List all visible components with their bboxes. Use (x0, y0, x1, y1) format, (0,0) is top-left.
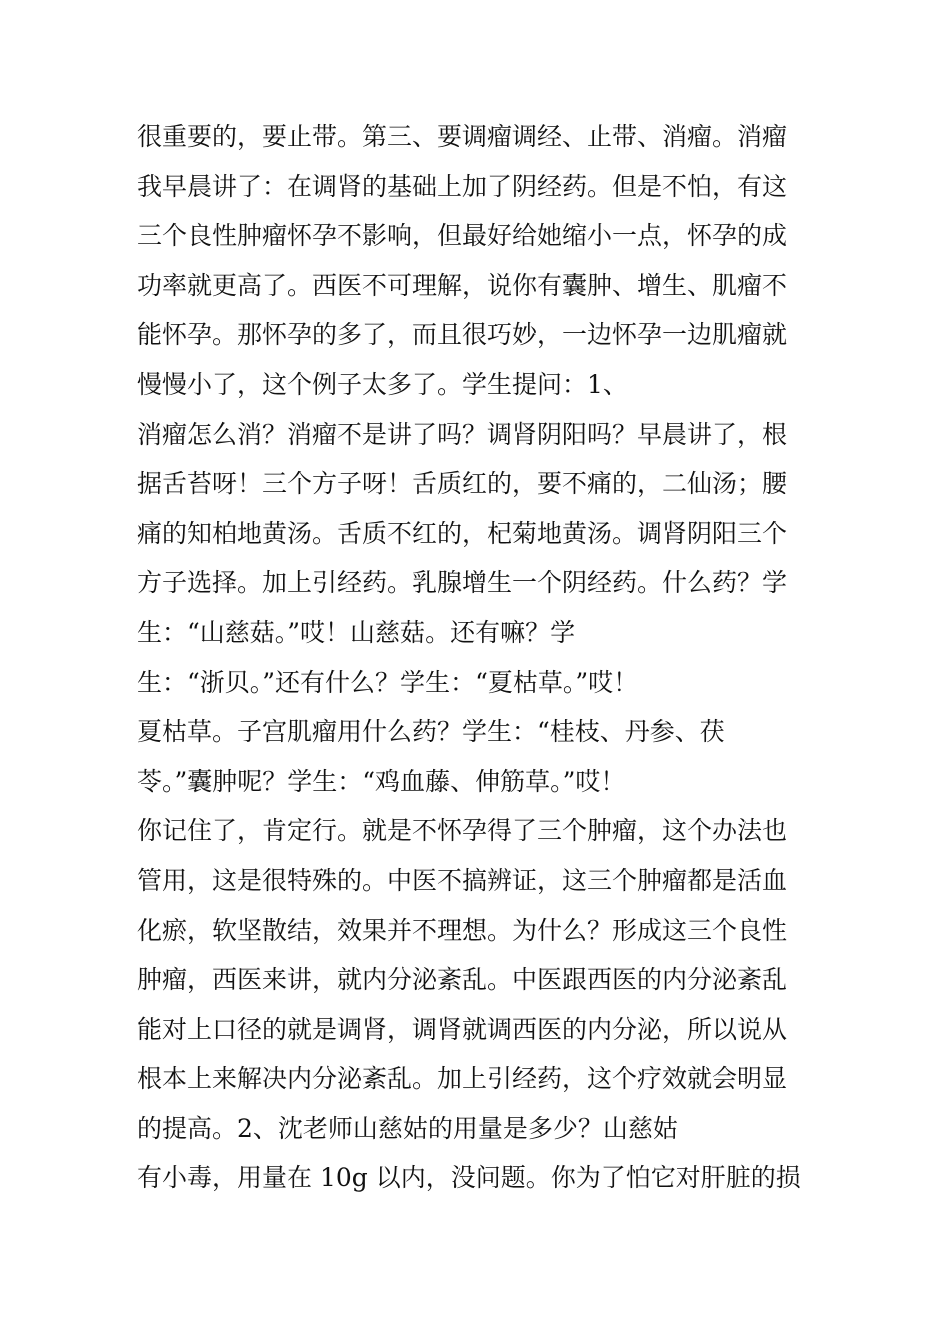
text-line: 能怀孕。那怀孕的多了，而且很巧妙，一边怀孕一边肌瘤就 (137, 320, 788, 350)
text-line: 有小毒，用量在 10g 以内，没问题。你为了怕它对肝脏的损 (137, 1163, 801, 1193)
text-line: 痛的知柏地黄汤。舌质不红的，杞菊地黄汤。调肾阴阳三个 (137, 518, 788, 548)
text-line: 消瘤怎么消？消瘤不是讲了吗？调肾阴阳吗？早晨讲了，根 (137, 419, 788, 449)
text-line: 方子选择。加上引经药。乳腺增生一个阴经药。什么药？学 (137, 568, 788, 598)
text-line: 你记住了，肯定行。就是不怀孕得了三个肿瘤，这个办法也 (137, 816, 788, 846)
text-line: 生：“浙贝。”还有什么？学生：“夏枯草。”哎！ (137, 667, 639, 697)
text-line: 夏枯草。子宫肌瘤用什么药？学生：“桂枝、丹参、茯 (137, 717, 725, 747)
text-line: 慢慢小了，这个例子太多了。学生提问：1、 (137, 369, 628, 399)
text-line: 能对上口径的就是调肾，调肾就调西医的内分泌，所以说从 (137, 1014, 788, 1044)
text-line: 功率就更高了。西医不可理解，说你有囊肿、增生、肌瘤不 (137, 270, 788, 300)
text-line: 的提高。2、沈老师山慈姑的用量是多少？山慈姑 (137, 1113, 678, 1143)
text-line: 很重要的，要止带。第三、要调瘤调经、止带、消瘤。消瘤 (137, 122, 788, 151)
text-line: 据舌苔呀！三个方子呀！舌质红的，要不痛的，二仙汤；腰 (137, 469, 788, 499)
text-line: 根本上来解决内分泌紊乱。加上引经药，这个疗效就会明显 (137, 1064, 788, 1094)
text-line: 三个良性肿瘤怀孕不影响，但最好给她缩小一点，怀孕的成 (137, 221, 788, 251)
text-line: 化瘀，软坚散结，效果并不理想。为什么？形成这三个良性 (137, 915, 788, 945)
document-body-text (137, 112, 817, 1203)
text-line: 管用，这是很特殊的。中医不搞辨证，这三个肿瘤都是活血 (137, 865, 788, 895)
text-line: 生：“山慈菇。”哎！山慈菇。还有嘛？学 (137, 617, 576, 647)
text-line: 苓。”囊肿呢？学生：“鸡血藤、伸筋草。”哎！ (137, 766, 626, 796)
text-line: 肿瘤，西医来讲，就内分泌紊乱。中医跟西医的内分泌紊乱 (137, 965, 788, 995)
text-line: 我早晨讲了：在调肾的基础上加了阴经药。但是不怕，有这 (137, 171, 788, 201)
